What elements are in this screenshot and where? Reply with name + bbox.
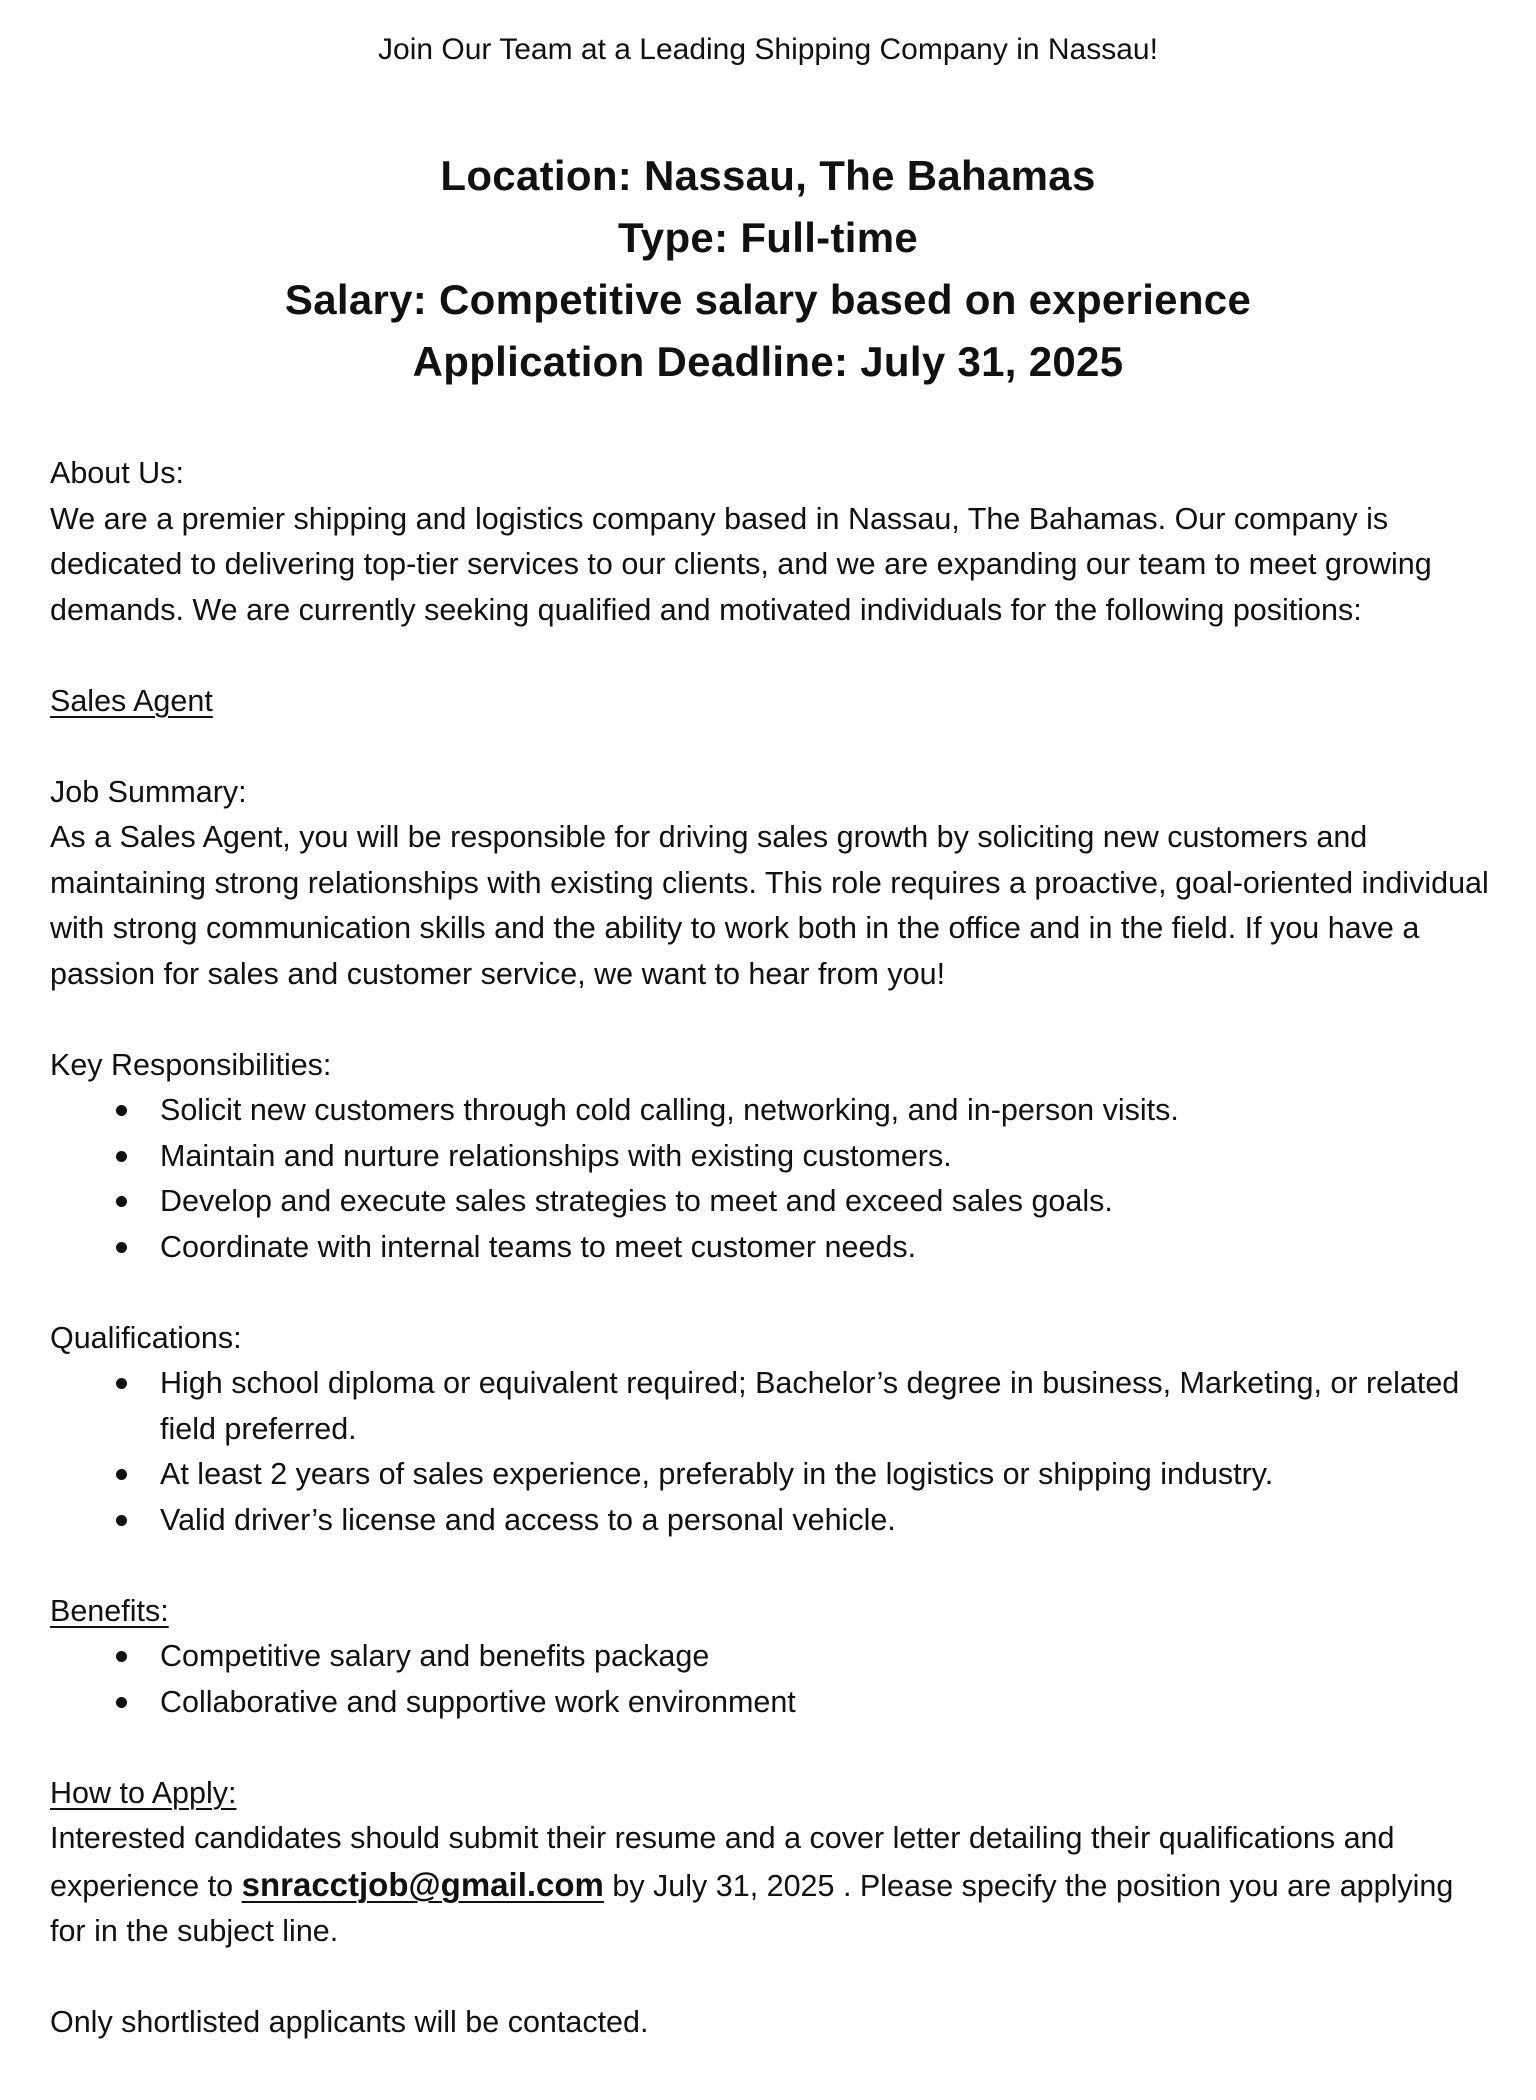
qualifications-heading: Qualifications: xyxy=(50,1320,242,1355)
closing-note: Only shortlisted applicants will be contacted. xyxy=(50,2005,649,2039)
list-item: At least 2 years of sales experience, preferably in the logistics or shipping industry. xyxy=(50,1452,1490,1498)
qualifications-list xyxy=(50,1361,1490,1543)
apply-text: Interested candidates should submit their resume and a cover letter detailing their qualifications and experience to snracctjob@gmail.com by July 31, 2025 . Please specify the position you are applying for in the subject line. xyxy=(50,1821,1454,1948)
list-item: High school diploma or equivalent required; Bachelor’s degree in business, Marketing, or related field preferred. xyxy=(50,1361,1490,1452)
list-item: Valid driver’s license and access to a personal vehicle. xyxy=(50,1498,1490,1544)
deadline-line: Application Deadline: July 31, 2025 xyxy=(412,338,1124,385)
summary-heading: Job Summary: xyxy=(50,774,247,809)
apply-heading: How to Apply: xyxy=(50,1775,237,1810)
type-line: Type: Full-time xyxy=(617,214,919,261)
benefits-heading: Benefits: xyxy=(50,1593,169,1628)
list-item: Solicit new customers through cold calling, networking, and in-person visits. xyxy=(50,1088,1490,1134)
list-item: Collaborative and supportive work environment xyxy=(50,1680,1490,1726)
apply-to-word: to xyxy=(207,1868,234,1903)
about-heading: About Us: xyxy=(50,456,184,490)
location-line: Location: Nassau, The Bahamas xyxy=(440,152,1096,199)
list-item: Maintain and nurture relationships with existing customers. xyxy=(50,1134,1490,1180)
posting-body xyxy=(50,451,1490,2046)
responsibilities-heading: Key Responsibilities: xyxy=(50,1047,332,1082)
email-link[interactable]: snracctjob@gmail.com xyxy=(241,1865,604,1903)
list-item: Develop and execute sales strategies to meet and exceed sales goals. xyxy=(50,1179,1490,1225)
list-item: Competitive salary and benefits package xyxy=(50,1634,1490,1680)
list-item: Coordinate with internal teams to meet customer needs. xyxy=(50,1225,1490,1271)
position-title: Sales Agent xyxy=(50,683,213,718)
headline-block xyxy=(0,145,1536,393)
summary-text: As a Sales Agent, you will be responsible for driving sales growth by soliciting new customers and maintaining strong relationships with existing clients. This role requires a proactive, goal-oriented individual with strong communication skills and the ability to work both in the office and in the field. If you have a passion for sales and customer service, we want to hear from you! xyxy=(50,820,1489,991)
intro-line: Join Our Team at a Leading Shipping Company in Nassau! xyxy=(378,33,1158,66)
benefits-list xyxy=(50,1634,1490,1725)
salary-line: Salary: Competitive salary based on experience xyxy=(284,276,1252,323)
about-text: We are a premier shipping and logistics company based in Nassau, The Bahamas. Our company is dedicated to delivering top-tier services to our clients, and we are expanding our team to meet growing demands. We are currently seeking qualified and motivated individuals for the following positions: xyxy=(50,501,1432,627)
responsibilities-list xyxy=(50,1088,1490,1270)
